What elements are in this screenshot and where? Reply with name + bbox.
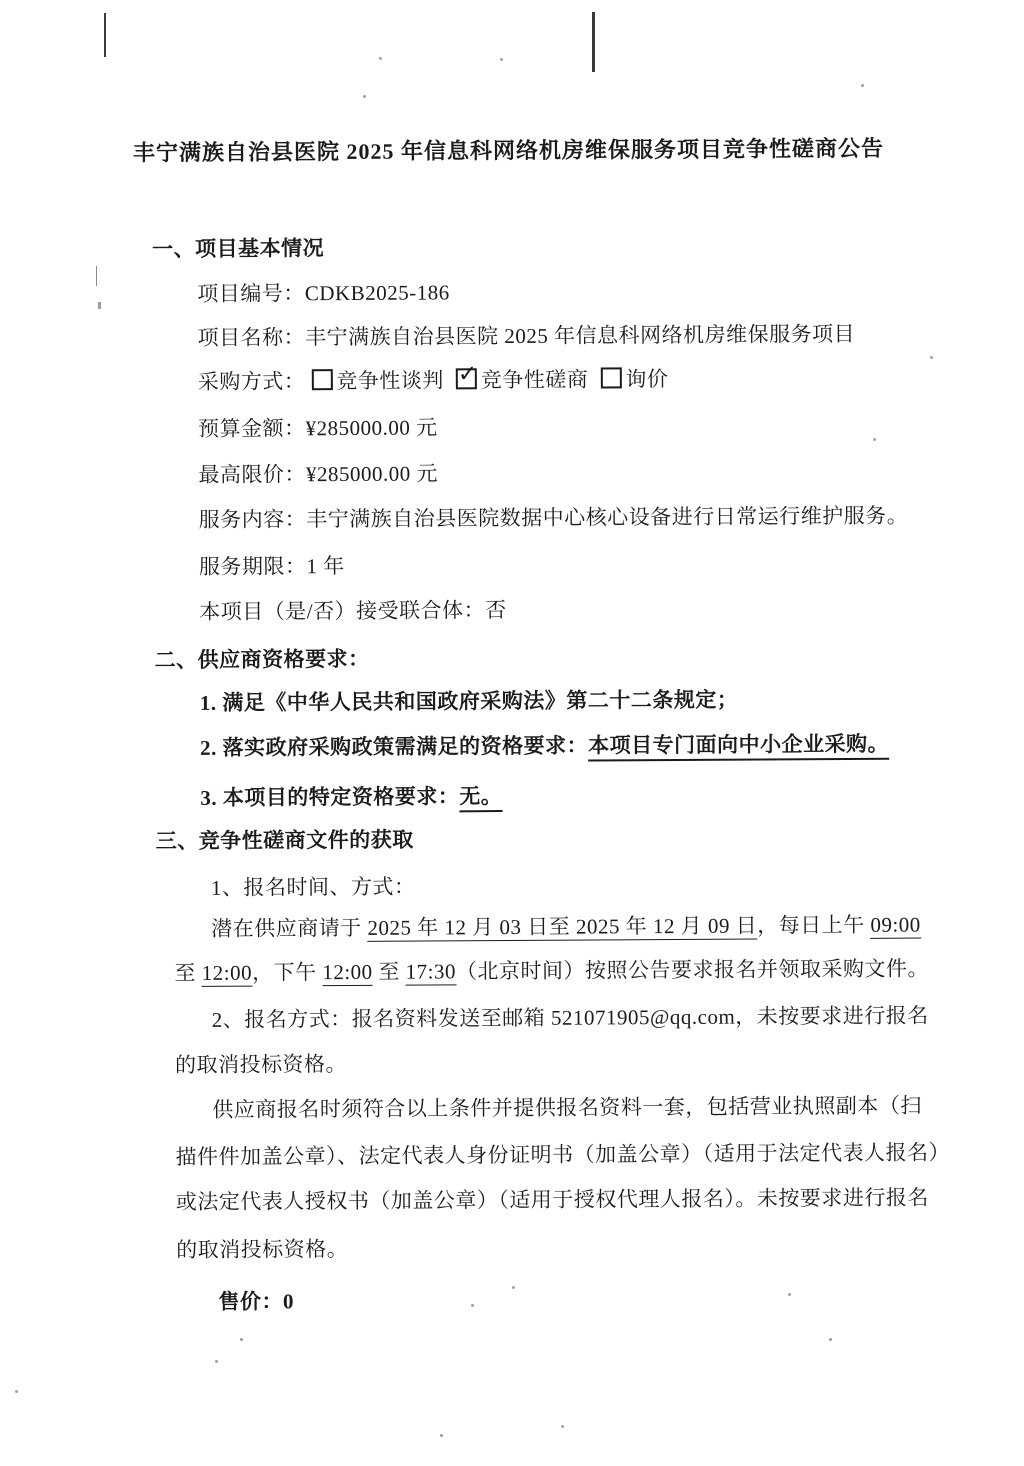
time-line2-p4: （北京时间）按照公告要求报名并领取采购文件。 <box>455 956 930 984</box>
checkbox-competitive-consultation <box>456 361 478 389</box>
registration-time-heading: 1、报名时间、方式： <box>210 874 416 900</box>
project-number-label: 项目编号： <box>197 281 305 306</box>
budget-value: ¥285000.00 元 <box>305 415 438 441</box>
registration-method-line-2: 的取消投标资格。 <box>174 1052 348 1078</box>
qualification-item-2 <box>200 728 889 762</box>
section-qualification-heading: 二、供应商资格要求： <box>154 646 370 673</box>
registration-pm-end-time: 17:30 <box>405 959 457 984</box>
project-number-line <box>197 276 450 308</box>
time-line1-prefix: 潜在供应商请于 <box>211 915 368 941</box>
max-price-label: 最高限价： <box>198 462 306 487</box>
consortium-label: 本项目（是/否）接受联合体： <box>199 598 486 624</box>
registration-time-line-1 <box>211 909 921 943</box>
checkbox-competitive-negotiation <box>311 369 332 390</box>
service-term-value: 1 年 <box>306 554 345 579</box>
qualification-item-1: 1. 满足《中华人民共和国政府采购法》第二十二条规定； <box>199 687 739 715</box>
price-label: 售价： <box>218 1289 284 1314</box>
price-value: 0 <box>282 1289 295 1314</box>
checkmark-icon: ✓ <box>457 361 478 388</box>
consortium-value: 否 <box>485 598 507 623</box>
time-line2-p3: 至 <box>372 959 406 984</box>
option-label-competitive-negotiation: 竞争性谈判 <box>336 368 444 394</box>
max-price-line <box>198 457 438 488</box>
qualification-item-2-underlined: 本项目专门面向中小企业采购。 <box>588 732 889 762</box>
registration-materials-line-1: 供应商报名时须符合以上条件并提供报名资料一套，包括营业执照副本（扫 <box>212 1093 922 1122</box>
document-title: 丰宁满族自治县医院 2025 年信息科网络机房维保服务项目竞争性磋商公告 <box>132 135 885 166</box>
registration-am-end-time: 12:00 <box>201 960 253 985</box>
registration-time-line-2 <box>174 952 929 987</box>
service-term-label: 服务期限： <box>198 554 307 579</box>
price-line <box>218 1285 294 1315</box>
time-line2-p2: ，下午 <box>251 960 323 985</box>
section-documents-heading: 三、竞争性磋商文件的获取 <box>155 827 414 854</box>
time-line2-p1: 至 <box>174 960 202 986</box>
time-line1-mid: ，每日上午 <box>757 912 871 938</box>
registration-materials-line-2: 描件件加盖公章）、法定代表人身份证明书（加盖公章）（适用于法定代表人报名） <box>175 1140 951 1170</box>
qualification-item-2-prefix: 2. 落实政府采购政策需满足的资格要求： <box>200 733 589 760</box>
option-label-inquiry: 询价 <box>625 367 669 392</box>
service-term-line <box>199 550 345 581</box>
registration-materials-line-4: 的取消投标资格。 <box>176 1237 349 1263</box>
checkbox-inquiry <box>600 367 621 388</box>
service-content-value: 丰宁满族自治县医院数据中心核心设备进行日常运行维护服务。 <box>306 503 909 532</box>
registration-materials-line-3: 或法定代表人授权书（加盖公章）（适用于授权代理人报名）。未按要求进行报名 <box>175 1185 929 1215</box>
project-name-line <box>197 318 855 352</box>
budget-line <box>198 411 438 442</box>
max-price-value: ¥285000.00 元 <box>305 461 438 487</box>
section-basic-heading: 一、项目基本情况 <box>151 236 325 262</box>
procurement-method-line <box>198 363 669 396</box>
project-name-label: 项目名称： <box>197 325 306 350</box>
qualification-item-3-underlined: 无。 <box>459 784 502 812</box>
project-name-value: 丰宁满族自治县医院 2025 年信息科网络机房维保服务项目 <box>305 321 856 350</box>
service-content-label: 服务内容： <box>198 507 307 532</box>
registration-am-start-time: 09:00 <box>870 912 921 937</box>
consortium-line <box>199 594 507 626</box>
registration-date-range: 2025 年 12 月 03 日至 2025 年 12 月 09 日 <box>367 913 758 940</box>
qualification-item-3-prefix: 3. 本项目的特定资格要求： <box>200 784 460 810</box>
procurement-method-label: 采购方式： <box>197 369 306 394</box>
service-content-line <box>199 500 909 534</box>
budget-label: 预算金额： <box>198 416 306 441</box>
qualification-item-3 <box>200 780 502 812</box>
registration-method-line-1: 2、报名方式：报名资料发送至邮箱 521071905@qq.com，未按要求进行报名 <box>211 1003 929 1032</box>
registration-pm-start-time: 12:00 <box>322 959 373 985</box>
project-number-value: CDKB2025-186 <box>304 280 450 306</box>
option-label-competitive-consultation: 竞争性磋商 <box>480 367 589 393</box>
